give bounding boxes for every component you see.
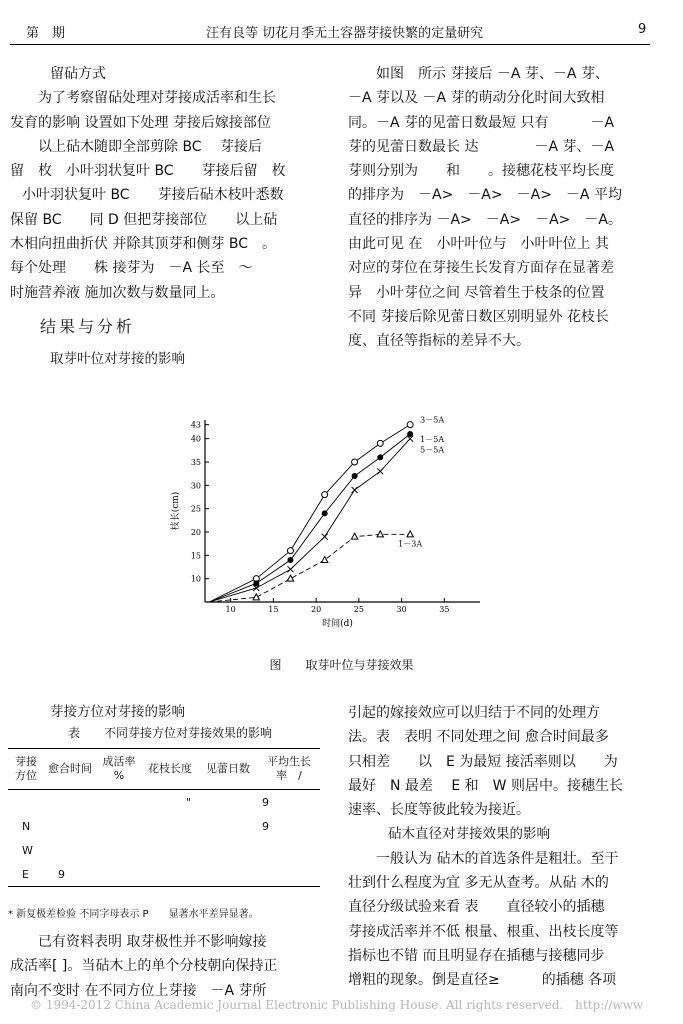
data-point <box>322 492 328 498</box>
text-line: 芽接成活率并不低 根量、根重、出枝长度等 <box>348 923 619 940</box>
legend-label: 5－5A <box>420 445 445 455</box>
text-line: 最好 N 最差 E 和 W 则居中。接穗生长 <box>348 777 623 794</box>
table-cell: E <box>22 867 29 881</box>
text-line: 不同 芽接后除见蕾日数区别明显外 花枝长 <box>348 308 609 325</box>
header-rule <box>10 44 650 45</box>
text-line: 保留 BC 同 D 但把芽接部位 以上砧 <box>10 211 278 228</box>
text-line: 只相差 以 E 为最短 接活率则以 为 <box>348 753 618 770</box>
text-line: 小叶羽状复叶 BC 芽接后砧木枝叶悉数 <box>22 187 284 204</box>
text-line: 同。－A 芽的见蕾日数最短 只有 －A <box>348 114 615 131</box>
table-header-cell: 芽接 方位 <box>15 755 37 782</box>
text-line: 对应的芽位在芽接生长发育方面存在显著差 <box>348 260 614 277</box>
subheading-leaf-position: 取芽叶位对芽接的影响 <box>50 350 185 367</box>
data-point <box>287 575 293 581</box>
text-line: 度、直径等指标的差异不大。 <box>348 333 530 350</box>
x-axis-label: 时间(d) <box>322 619 353 629</box>
y-tick-label: 43 <box>190 420 201 430</box>
right-column-bottom <box>348 701 623 993</box>
text-line: 以上砧木随即全部剪除 BC 芽接后 <box>38 138 263 155</box>
text-line: 的排序为 －A> －A> －A> －A 平均 <box>348 187 622 204</box>
text-line: 增粗的现象。倒是直径≥ 的插穗 各项 <box>348 972 617 989</box>
table-header-row <box>8 749 320 789</box>
x-tick-label: 30 <box>396 605 407 614</box>
y-tick-label: 40 <box>190 434 201 444</box>
table-cell: 9 <box>262 795 269 809</box>
table-header-cell: 见蕾日数 <box>206 762 250 775</box>
data-point <box>253 594 259 600</box>
text-line: 每个处理 株 接芽为 －A 长至 ～ <box>10 260 253 277</box>
data-point <box>287 566 293 572</box>
text-line: 壮到什么程度为宜 多无从查考。从砧 木的 <box>348 875 609 892</box>
text-line: 木相向扭曲折伏 并除其顶芽和侧芽 BC 。 <box>10 236 277 253</box>
x-tick-label: 15 <box>268 605 279 614</box>
legend-label: 1－5A <box>420 435 445 444</box>
table-bottom-rule <box>8 886 320 887</box>
text-line: 法。表 表明 不同处理之间 愈合时间最多 <box>348 729 609 746</box>
data-table <box>8 748 320 887</box>
subheading-bud-orientation: 芽接方位对芽接的影响 <box>50 704 185 720</box>
table-header-cell: 花枝长度 <box>148 762 192 775</box>
legend-label: 1－3A <box>398 539 423 549</box>
x-tick-label: 10 <box>225 605 236 614</box>
text-line: 已有资料表明 取芽极性并不影响嫁接 <box>38 934 267 950</box>
y-tick-label: 15 <box>190 551 201 561</box>
text-line: 芽的见蕾日数最长 达 －A 芽、－A <box>348 138 615 155</box>
table-header-cell: 成活率 % <box>102 755 136 782</box>
table-cell: 9 <box>262 819 269 833</box>
text-line: 芽则分别为 和 。接穗花枝平均长度 <box>348 163 614 180</box>
table-row <box>8 790 320 814</box>
copyright-watermark: © 1994-2012 China Academic Journal Electronic Publishing House. All rights reserved. http://www <box>30 998 644 1012</box>
series-line <box>209 425 410 602</box>
y-tick-label: 35 <box>190 458 201 467</box>
issue-label: 第 期 <box>26 26 66 41</box>
text-line: 速率、长度等彼此较为接近。 <box>348 802 530 819</box>
x-tick-label: 25 <box>353 605 364 614</box>
table-row <box>8 862 320 886</box>
data-point <box>321 557 327 563</box>
table-cell: " <box>186 795 192 809</box>
data-point <box>377 531 383 537</box>
table-cell: W <box>22 843 33 857</box>
table-header-cell: 平均生长 率 / <box>267 755 311 782</box>
text-line: －A 芽以及 －A 芽的萌动分化时间大致相 <box>348 90 605 107</box>
table-note: * 新复极差检验 不同字母表示 P 显著水平差异显著。 <box>8 909 259 920</box>
data-point <box>377 454 383 460</box>
y-tick-label: 25 <box>190 504 201 514</box>
y-tick-label: 30 <box>190 481 201 491</box>
table-row <box>8 814 320 838</box>
text-line: 成活率[ ]。当砧木上的单个分枝朝向保持正 <box>10 958 278 975</box>
page-number: 9 <box>638 22 647 37</box>
table-body <box>8 790 320 886</box>
text-line: 南向不变时 在不同方位上芽接 －A 芽所 <box>10 982 267 999</box>
table-title: 表 不同芽接方位对芽接效果的影响 <box>67 726 272 740</box>
data-point <box>377 440 383 446</box>
running-header <box>10 22 650 44</box>
text-line: 留 枚 小叶羽状复叶 BC 芽接后留 枚 <box>10 163 286 180</box>
data-point <box>352 487 358 493</box>
left-column-bottom <box>10 930 277 1003</box>
text-line: 发育的影响 设置如下处理 芽接后嫁接部位 <box>10 114 271 131</box>
series-line <box>209 439 410 602</box>
right-column-top <box>348 62 622 354</box>
data-point <box>287 548 293 554</box>
y-tick-label: 10 <box>190 574 201 584</box>
data-point <box>322 534 328 540</box>
text-line: 直径分级试验来看 表 直径较小的插穗 <box>348 899 605 916</box>
left-column-top <box>10 62 286 371</box>
y-tick-label: 20 <box>190 528 201 537</box>
x-tick-label: 35 <box>439 605 450 614</box>
authors-title: 汪有良等 切花月季无土容器芽接快繁的定量研究 <box>206 26 484 41</box>
data-point <box>407 422 413 428</box>
text-line: 一般认为 砧木的首选条件是粗壮。至于 <box>376 850 619 867</box>
text-line: 如图 所示 芽接后 －A 芽、－A 芽、 <box>376 66 609 82</box>
table-cell: N <box>22 819 31 833</box>
line-chart <box>150 412 510 637</box>
table-row <box>8 838 320 862</box>
text-line: 由此可见 在 小叶叶位与 小叶叶位上 其 <box>348 236 609 253</box>
text-line: 指标也不错 而且明显存在插穗与接穗同步 <box>348 947 605 964</box>
data-point <box>287 557 293 563</box>
text-line: 引起的嫁接效应可以归结于不同的处理方 <box>348 705 600 721</box>
table-header-cell: 愈合时间 <box>48 762 92 775</box>
series-line <box>209 534 410 602</box>
text-line: 异 小叶芽位之间 尽管着生于枝条的位置 <box>348 284 605 301</box>
data-point <box>407 531 413 537</box>
data-point <box>377 468 383 474</box>
text-line: 为了考察留砧处理对芽接成活率和生长 <box>38 90 276 107</box>
section-heading: 结果与分析 <box>40 316 136 336</box>
x-tick-label: 20 <box>311 605 322 614</box>
data-point <box>352 473 358 479</box>
data-point <box>322 510 328 516</box>
text-line: 直径的排序为 －A> －A> －A> －A。 <box>348 211 622 228</box>
legend-label: 3－5A <box>420 415 445 425</box>
paragraph-heading: 留砧方式 <box>50 66 106 82</box>
data-point <box>352 459 358 465</box>
y-axis-label: 枝长(cm) <box>171 491 181 531</box>
subheading-stock-diameter: 砧木直径对芽接效果的影响 <box>388 826 550 843</box>
text-line: 时施营养液 施加次数与数量同上。 <box>10 284 225 301</box>
table-cell: 9 <box>58 867 65 881</box>
data-point <box>351 533 357 539</box>
figure-caption: 图 取芽叶位与芽接效果 <box>269 658 414 672</box>
